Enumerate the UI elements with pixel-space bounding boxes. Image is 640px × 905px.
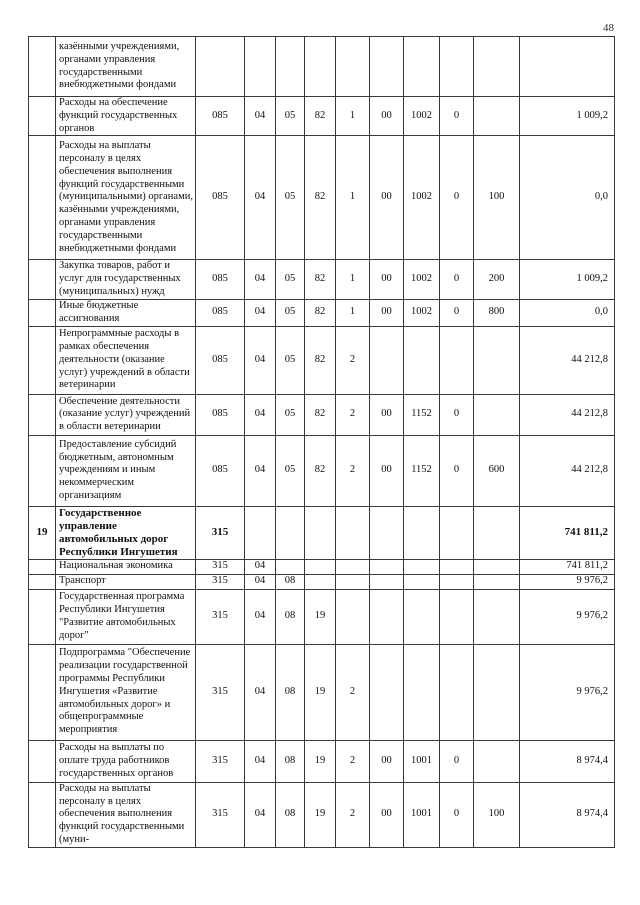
amount-cell: 8 974,4 — [520, 740, 615, 782]
amount-cell: 0,0 — [520, 299, 615, 326]
subprogram-code-cell — [336, 574, 370, 589]
table-row — [29, 589, 615, 644]
amount-cell: 44 212,8 — [520, 435, 615, 506]
activity-code-cell — [370, 37, 404, 97]
item-name-cell: Национальная экономика — [56, 559, 196, 574]
program-code-cell — [305, 506, 336, 559]
subprogram-code-cell: 1 — [336, 299, 370, 326]
section-code-cell — [245, 37, 276, 97]
subprogram-code-cell: 1 — [336, 136, 370, 260]
program-code-cell: 19 — [305, 740, 336, 782]
row-number-cell — [29, 435, 56, 506]
expense-type-cell — [474, 574, 520, 589]
expense-type-cell: 800 — [474, 299, 520, 326]
section-code-cell: 04 — [245, 394, 276, 435]
expense-type-cell — [474, 506, 520, 559]
direction-code-cell: 1001 — [404, 782, 440, 847]
table-row — [29, 394, 615, 435]
expense-type-cell — [474, 97, 520, 136]
activity-code-cell: 00 — [370, 260, 404, 299]
subprogram-code-cell — [336, 559, 370, 574]
subprogram-code-cell: 2 — [336, 435, 370, 506]
extra-code-cell: 0 — [440, 394, 474, 435]
activity-code-cell — [370, 644, 404, 740]
direction-code-cell — [404, 559, 440, 574]
direction-code-cell — [404, 37, 440, 97]
page-number: 48 — [603, 22, 614, 34]
subsection-code-cell: 05 — [276, 299, 305, 326]
extra-code-cell — [440, 37, 474, 97]
subprogram-code-cell — [336, 589, 370, 644]
program-code-cell: 82 — [305, 394, 336, 435]
activity-code-cell: 00 — [370, 97, 404, 136]
subsection-code-cell: 05 — [276, 326, 305, 394]
table-row — [29, 97, 615, 136]
table-body — [29, 37, 615, 848]
extra-code-cell — [440, 574, 474, 589]
extra-code-cell — [440, 589, 474, 644]
row-number-cell — [29, 260, 56, 299]
ministry-code-cell: 085 — [196, 136, 245, 260]
program-code-cell: 82 — [305, 136, 336, 260]
section-code-cell: 04 — [245, 260, 276, 299]
expense-type-cell: 600 — [474, 435, 520, 506]
section-code-cell: 04 — [245, 574, 276, 589]
activity-code-cell — [370, 506, 404, 559]
budget-table — [28, 36, 615, 848]
item-name-cell: Расходы на выплаты персоналу в целях обеспечения выполнения функций государственными (муниципальными) органами, казёнными учреждениями, органами управления государственными внебюджетными фондами — [56, 136, 196, 260]
expense-type-cell — [474, 37, 520, 97]
direction-code-cell — [404, 644, 440, 740]
program-code-cell: 19 — [305, 782, 336, 847]
subprogram-code-cell: 2 — [336, 394, 370, 435]
item-name-cell: Расходы на выплаты персоналу в целях обеспечения выполнения функций государственными (муни- — [56, 782, 196, 847]
item-name-cell: Предоставление субсидий бюджетным, автономным учреждениям и иным некоммерческим организациям — [56, 435, 196, 506]
program-code-cell: 82 — [305, 299, 336, 326]
activity-code-cell — [370, 574, 404, 589]
program-code-cell — [305, 559, 336, 574]
extra-code-cell: 0 — [440, 740, 474, 782]
item-name-cell: Транспорт — [56, 574, 196, 589]
expense-type-cell — [474, 589, 520, 644]
ministry-code-cell: 315 — [196, 506, 245, 559]
expense-type-cell: 100 — [474, 136, 520, 260]
subsection-code-cell: 08 — [276, 644, 305, 740]
activity-code-cell: 00 — [370, 394, 404, 435]
amount-cell: 741 811,2 — [520, 559, 615, 574]
section-code-cell: 04 — [245, 644, 276, 740]
table-row — [29, 326, 615, 394]
program-code-cell — [305, 37, 336, 97]
subsection-code-cell — [276, 37, 305, 97]
direction-code-cell: 1002 — [404, 97, 440, 136]
row-number-cell — [29, 740, 56, 782]
extra-code-cell: 0 — [440, 97, 474, 136]
direction-code-cell — [404, 574, 440, 589]
table-row — [29, 506, 615, 559]
table-row — [29, 299, 615, 326]
ministry-code-cell: 085 — [196, 326, 245, 394]
program-code-cell: 82 — [305, 97, 336, 136]
extra-code-cell: 0 — [440, 136, 474, 260]
section-code-cell: 04 — [245, 740, 276, 782]
ministry-code-cell: 315 — [196, 559, 245, 574]
activity-code-cell: 00 — [370, 740, 404, 782]
table-row — [29, 644, 615, 740]
amount-cell: 44 212,8 — [520, 326, 615, 394]
subsection-code-cell: 05 — [276, 394, 305, 435]
item-name-cell: Подпрограмма "Обеспечение реализации государственной программы Республики Ингушетия «Развитие автомобильных дорог» и общепрограммные мероприятия — [56, 644, 196, 740]
amount-cell: 44 212,8 — [520, 394, 615, 435]
program-code-cell: 82 — [305, 260, 336, 299]
amount-cell: 9 976,2 — [520, 589, 615, 644]
subsection-code-cell: 05 — [276, 97, 305, 136]
ministry-code-cell: 315 — [196, 574, 245, 589]
subsection-code-cell: 08 — [276, 589, 305, 644]
table-row — [29, 574, 615, 589]
table-row — [29, 559, 615, 574]
subprogram-code-cell: 2 — [336, 326, 370, 394]
activity-code-cell: 00 — [370, 136, 404, 260]
item-name-cell: Государственное управление автомобильных дорог Республики Ингушетия — [56, 506, 196, 559]
direction-code-cell — [404, 506, 440, 559]
amount-cell: 0,0 — [520, 136, 615, 260]
activity-code-cell: 00 — [370, 299, 404, 326]
subsection-code-cell: 05 — [276, 435, 305, 506]
section-code-cell — [245, 506, 276, 559]
table-row — [29, 136, 615, 260]
item-name-cell: Расходы на выплаты по оплате труда работников государственных органов — [56, 740, 196, 782]
expense-type-cell — [474, 644, 520, 740]
program-code-cell: 19 — [305, 644, 336, 740]
program-code-cell — [305, 574, 336, 589]
subsection-code-cell: 08 — [276, 782, 305, 847]
amount-cell: 1 009,2 — [520, 97, 615, 136]
direction-code-cell: 1002 — [404, 136, 440, 260]
row-number-cell — [29, 782, 56, 847]
item-name-cell: Непрограммные расходы в рамках обеспечения деятельности (оказание услуг) учреждений в области ветеринарии — [56, 326, 196, 394]
direction-code-cell: 1002 — [404, 260, 440, 299]
subprogram-code-cell: 1 — [336, 97, 370, 136]
row-number-cell — [29, 394, 56, 435]
amount-cell: 9 976,2 — [520, 574, 615, 589]
row-number-cell — [29, 559, 56, 574]
extra-code-cell: 0 — [440, 299, 474, 326]
expense-type-cell — [474, 559, 520, 574]
row-number-cell — [29, 574, 56, 589]
subprogram-code-cell: 2 — [336, 740, 370, 782]
amount-cell: 8 974,4 — [520, 782, 615, 847]
activity-code-cell — [370, 589, 404, 644]
amount-cell: 9 976,2 — [520, 644, 615, 740]
row-number-cell — [29, 37, 56, 97]
activity-code-cell — [370, 559, 404, 574]
section-code-cell: 04 — [245, 589, 276, 644]
expense-type-cell: 200 — [474, 260, 520, 299]
direction-code-cell: 1001 — [404, 740, 440, 782]
table-row — [29, 260, 615, 299]
expense-type-cell — [474, 740, 520, 782]
row-number-cell — [29, 299, 56, 326]
row-number-cell: 19 — [29, 506, 56, 559]
ministry-code-cell: 315 — [196, 740, 245, 782]
subprogram-code-cell — [336, 506, 370, 559]
ministry-code-cell: 315 — [196, 644, 245, 740]
subsection-code-cell: 08 — [276, 740, 305, 782]
table-row — [29, 435, 615, 506]
direction-code-cell: 1152 — [404, 435, 440, 506]
section-code-cell: 04 — [245, 299, 276, 326]
row-number-cell — [29, 589, 56, 644]
subprogram-code-cell: 1 — [336, 260, 370, 299]
item-name-cell: Обеспечение деятельности (оказание услуг) учреждений в области ветеринарии — [56, 394, 196, 435]
extra-code-cell — [440, 506, 474, 559]
subprogram-code-cell: 2 — [336, 782, 370, 847]
amount-cell: 741 811,2 — [520, 506, 615, 559]
direction-code-cell — [404, 326, 440, 394]
ministry-code-cell: 085 — [196, 260, 245, 299]
amount-cell — [520, 37, 615, 97]
ministry-code-cell: 315 — [196, 782, 245, 847]
extra-code-cell — [440, 644, 474, 740]
ministry-code-cell: 085 — [196, 97, 245, 136]
extra-code-cell — [440, 326, 474, 394]
ministry-code-cell — [196, 37, 245, 97]
direction-code-cell: 1152 — [404, 394, 440, 435]
amount-cell: 1 009,2 — [520, 260, 615, 299]
ministry-code-cell: 085 — [196, 394, 245, 435]
activity-code-cell — [370, 326, 404, 394]
section-code-cell: 04 — [245, 435, 276, 506]
expense-type-cell: 100 — [474, 782, 520, 847]
program-code-cell: 82 — [305, 326, 336, 394]
activity-code-cell: 00 — [370, 782, 404, 847]
extra-code-cell — [440, 559, 474, 574]
ministry-code-cell: 085 — [196, 435, 245, 506]
section-code-cell: 04 — [245, 136, 276, 260]
activity-code-cell: 00 — [370, 435, 404, 506]
row-number-cell — [29, 326, 56, 394]
row-number-cell — [29, 644, 56, 740]
subsection-code-cell — [276, 559, 305, 574]
item-name-cell: Иные бюджетные ассигнования — [56, 299, 196, 326]
section-code-cell: 04 — [245, 97, 276, 136]
ministry-code-cell: 315 — [196, 589, 245, 644]
extra-code-cell: 0 — [440, 782, 474, 847]
section-code-cell: 04 — [245, 559, 276, 574]
item-name-cell: казёнными учреждениями, органами управления государственными внебюджетными фондами — [56, 37, 196, 97]
expense-type-cell — [474, 326, 520, 394]
direction-code-cell — [404, 589, 440, 644]
section-code-cell: 04 — [245, 782, 276, 847]
expense-type-cell — [474, 394, 520, 435]
item-name-cell: Государственная программа Республики Ингушетия "Развитие автомобильных дорог" — [56, 589, 196, 644]
table-row — [29, 740, 615, 782]
row-number-cell — [29, 136, 56, 260]
program-code-cell: 19 — [305, 589, 336, 644]
item-name-cell: Расходы на обеспечение функций государственных органов — [56, 97, 196, 136]
extra-code-cell: 0 — [440, 260, 474, 299]
subsection-code-cell — [276, 506, 305, 559]
item-name-cell: Закупка товаров, работ и услуг для государственных (муниципальных) нужд — [56, 260, 196, 299]
program-code-cell: 82 — [305, 435, 336, 506]
ministry-code-cell: 085 — [196, 299, 245, 326]
section-code-cell: 04 — [245, 326, 276, 394]
subsection-code-cell: 08 — [276, 574, 305, 589]
subsection-code-cell: 05 — [276, 260, 305, 299]
subprogram-code-cell: 2 — [336, 644, 370, 740]
subsection-code-cell: 05 — [276, 136, 305, 260]
row-number-cell — [29, 97, 56, 136]
subprogram-code-cell — [336, 37, 370, 97]
table-row — [29, 37, 615, 97]
table-row — [29, 782, 615, 847]
extra-code-cell: 0 — [440, 435, 474, 506]
direction-code-cell: 1002 — [404, 299, 440, 326]
